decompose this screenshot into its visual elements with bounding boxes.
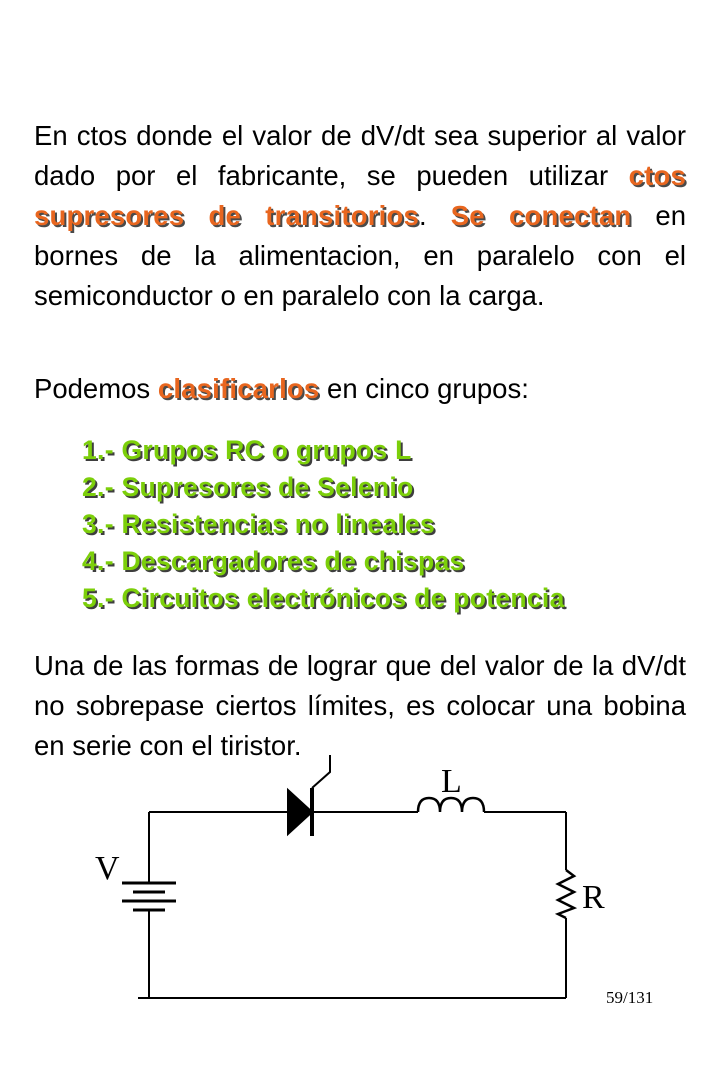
intro-text-1: En ctos donde el valor de dV/dt sea superior al valor dado por el fabricante, se pueden utilizar xyxy=(34,120,686,191)
battery-icon xyxy=(122,883,176,910)
classification-paragraph xyxy=(34,369,686,409)
source-label: V xyxy=(95,850,120,887)
highlight-supresores: ctos supresores de transitorios xyxy=(34,160,686,231)
circuit-diagram xyxy=(0,755,720,1020)
highlight-se-conectan: Se conectan xyxy=(450,200,632,231)
classification-text-1: Podemos xyxy=(34,373,158,404)
page-number: 59/131 xyxy=(606,988,654,1007)
group-item-5: 5.- Circuitos electrónicos de potencia xyxy=(82,583,565,613)
inductor-paragraph: Una de las formas de lograr que del valor de la dV/dt no sobrepase ciertos límites, es colocar una bobina en serie con el tiristor. xyxy=(34,650,686,761)
resistor-label: R xyxy=(582,879,605,916)
intro-text-3: en bornes de la alimentacion, en paralelo con el semiconductor o en paralelo con la carga. xyxy=(34,200,687,311)
intro-paragraph xyxy=(34,116,686,316)
inductor-label: L xyxy=(441,763,462,800)
group-item-1: 1.- Grupos RC o grupos L xyxy=(82,435,412,465)
group-item-4: 4.- Descargadores de chispas xyxy=(82,546,465,576)
thyristor-icon xyxy=(288,755,330,836)
highlight-clasificarlos: clasificarlos xyxy=(157,373,320,404)
groups-list xyxy=(82,432,702,617)
classification-text-2: en cinco grupos: xyxy=(319,373,529,404)
intro-text-2: . xyxy=(418,200,451,231)
group-item-2: 2.- Supresores de Selenio xyxy=(82,472,414,502)
inductor-icon xyxy=(418,798,484,812)
resistor-icon xyxy=(558,870,574,918)
group-item-3: 3.- Resistencias no lineales xyxy=(82,509,436,539)
